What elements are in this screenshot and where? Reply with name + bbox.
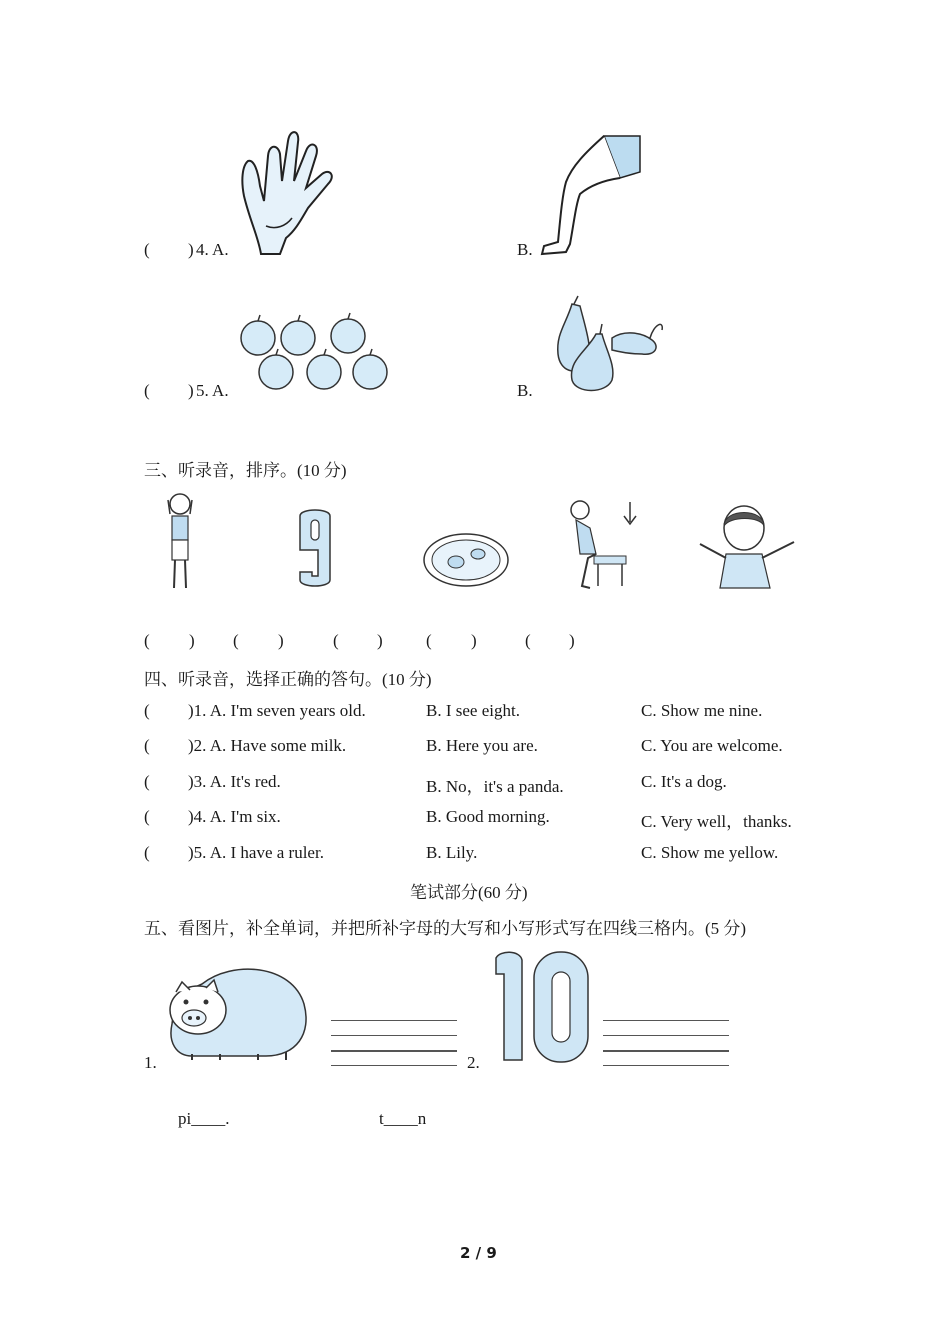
choice-b: B. I see eight.: [426, 701, 520, 720]
choice-c: C. Very well，thanks.: [641, 812, 792, 831]
order-blank-3-close: ): [377, 631, 383, 650]
written-part-heading: 笔试部分(60 分): [410, 883, 528, 902]
section-4-title: 四、听录音，选择正确的答句。(10 分): [144, 670, 432, 689]
boy-sitting-down-illustration: [566, 498, 638, 594]
four-line-grid-1[interactable]: [331, 1020, 457, 1068]
choice-b: B. Lily.: [426, 843, 478, 862]
question-5-label-a: 5. A.: [196, 381, 229, 400]
number-ten-illustration: [490, 948, 592, 1066]
order-blank-2-close: ): [278, 631, 284, 650]
girl-waving-illustration: [694, 498, 802, 590]
choice-a: )3. A. It's red.: [188, 772, 281, 791]
answer-paren-close: ): [188, 240, 194, 259]
order-blank-3-open: (: [333, 631, 339, 650]
pears-illustration: [542, 294, 668, 394]
answer-paren-open: (: [144, 807, 150, 826]
choice-c: C. Show me nine.: [641, 701, 763, 720]
page-number: 2 / 9: [460, 1244, 497, 1262]
choice-a: )5. A. I have a ruler.: [188, 843, 324, 862]
item-2-number: 2.: [467, 1053, 480, 1072]
question-5-label-b: B.: [517, 381, 533, 400]
number-nine-illustration: [294, 506, 336, 590]
order-blank-1-open: (: [144, 631, 150, 650]
answer-paren-open: (: [144, 843, 150, 862]
item-1-number: 1.: [144, 1053, 157, 1072]
choice-a: )4. A. I'm six.: [188, 807, 281, 826]
order-blank-4-open: (: [426, 631, 432, 650]
choice-c: C. It's a dog.: [641, 772, 727, 791]
answer-paren-open: (: [144, 701, 150, 720]
four-line-grid-2[interactable]: [603, 1020, 729, 1068]
choice-b: B. Good morning.: [426, 807, 550, 826]
order-blank-5-close: ): [569, 631, 575, 650]
choice-a: )2. A. Have some milk.: [188, 736, 347, 755]
order-blank-1-close: ): [189, 631, 195, 650]
boy-touching-head-illustration: [160, 490, 200, 594]
order-blank-5-open: (: [525, 631, 531, 650]
order-blank-4-close: ): [471, 631, 477, 650]
apples-illustration: [236, 312, 392, 394]
choice-c: C. Show me yellow.: [641, 843, 779, 862]
choice-a: )1. A. I'm seven years old.: [188, 701, 366, 720]
answer-paren-open: (: [144, 381, 150, 400]
answer-paren-open: (: [144, 772, 150, 791]
choice-b: B. Here you are.: [426, 736, 538, 755]
word-blank-2[interactable]: t____n: [379, 1109, 427, 1128]
order-blank-2-open: (: [233, 631, 239, 650]
question-4-label-b: B.: [517, 240, 533, 259]
word-blank-1[interactable]: pi____.: [178, 1109, 230, 1128]
question-4-label-a: 4. A.: [196, 240, 229, 259]
leg-illustration: [536, 132, 642, 258]
section-3-title: 三、听录音，排序。(10 分): [144, 461, 347, 480]
pig-illustration: [162, 964, 312, 1062]
choice-c: C. You are welcome.: [641, 736, 783, 755]
answer-paren-close: ): [188, 381, 194, 400]
fried-eggs-plate-illustration: [422, 530, 510, 588]
hand-illustration: [236, 126, 336, 256]
answer-paren-open: (: [144, 240, 150, 259]
choice-b: B. No，it's a panda.: [426, 777, 564, 796]
section-5-title: 五、看图片，补全单词，并把所补字母的大写和小写形式写在四线三格内。(5 分): [144, 919, 747, 938]
answer-paren-open: (: [144, 736, 150, 755]
